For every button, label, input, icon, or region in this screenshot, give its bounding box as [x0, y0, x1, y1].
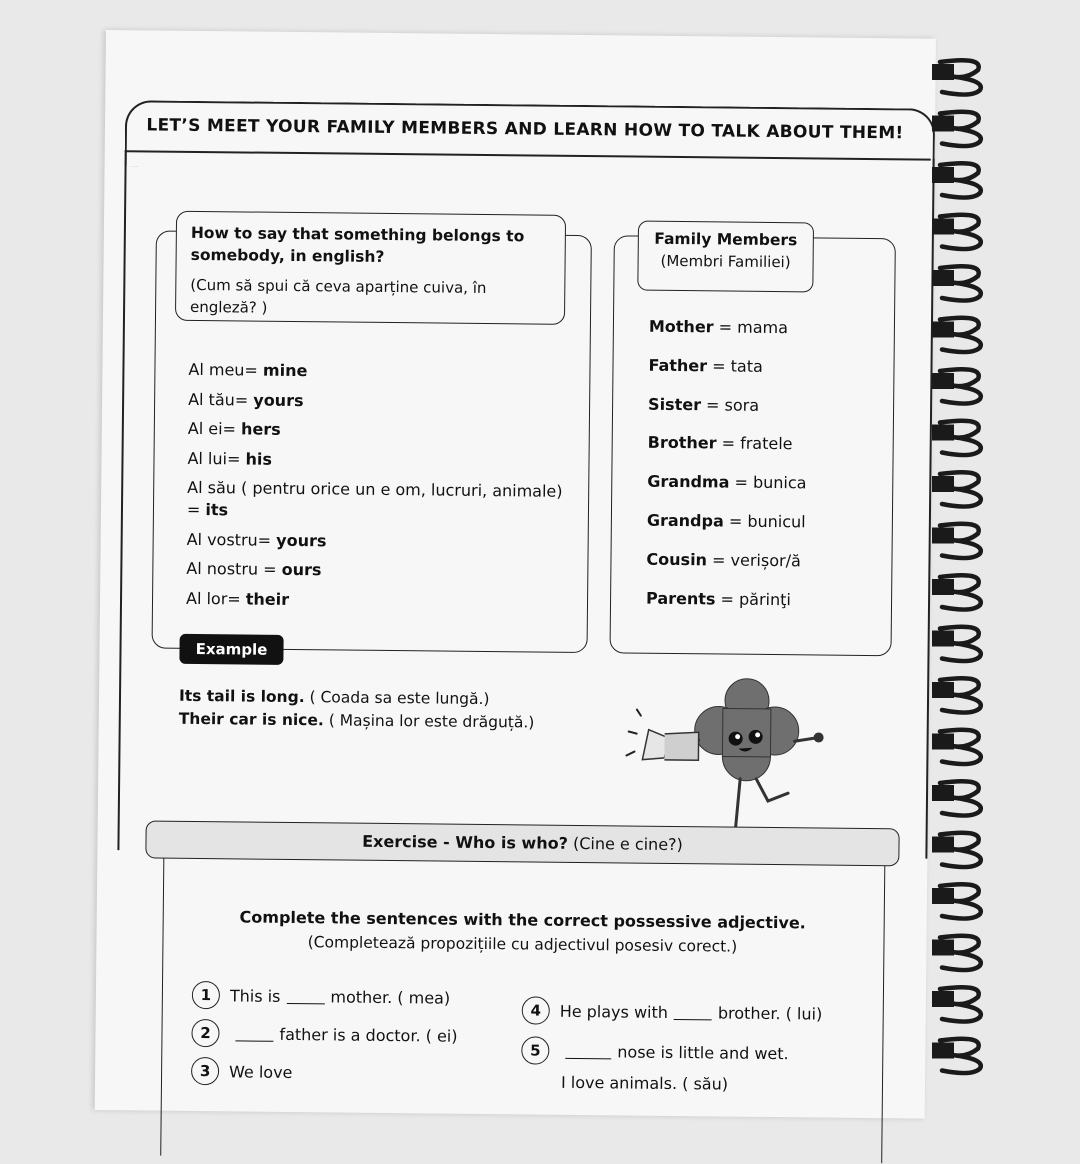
exercise-question — [191, 1019, 457, 1050]
family-title: Family Members — [654, 229, 798, 250]
exercise-title-ro: (Cine e cine?) — [567, 833, 683, 855]
item-en: Father — [648, 355, 708, 376]
list-item — [647, 471, 877, 495]
spiral-coil — [932, 60, 981, 94]
item-ro: = verișor/ă — [706, 550, 801, 571]
question-after: brother. ( lui) — [717, 1002, 823, 1024]
spiral-coil — [932, 884, 981, 918]
list-item — [648, 393, 878, 417]
spiral-coil — [932, 421, 981, 455]
item-ro: Al meu= — [188, 359, 264, 380]
question-after: mother. ( mea) — [330, 986, 451, 1008]
list-item — [646, 587, 876, 611]
item-ro: = tata — [706, 356, 763, 376]
list-item — [186, 558, 566, 584]
item-ro: Al ei= — [187, 418, 242, 439]
item-en: his — [245, 448, 273, 469]
spiral-coil — [932, 112, 981, 146]
example-ro: ( Mașina lor este drăguță.) — [323, 711, 535, 732]
question-before: He plays with — [559, 1001, 669, 1022]
item-ro: = părinţi — [715, 588, 792, 609]
list-item — [188, 359, 568, 385]
exercise-question — [192, 981, 451, 1012]
question-before: We love — [229, 1061, 293, 1082]
spiral-coil — [932, 575, 981, 609]
spiral-coil — [932, 318, 981, 352]
item-en: hers — [240, 419, 281, 439]
example-en: Its tail is long. — [178, 686, 305, 707]
exercise-question — [521, 1036, 789, 1067]
item-en: ours — [281, 559, 322, 580]
instruction-ro: (Completează propozițiile cu adjectivul posesiv corect.) — [307, 933, 738, 956]
spiral-coil — [932, 266, 981, 300]
workbook-page — [95, 30, 936, 1119]
item-en: Mother — [648, 316, 714, 337]
spiral-coil — [932, 781, 981, 815]
spiral-coil — [932, 163, 981, 197]
exercise-question — [522, 996, 823, 1027]
item-en: its — [205, 500, 229, 520]
possessive-translation: (Cum să spui că ceva aparține cuiva, în engleză? ) — [190, 275, 487, 317]
question-number: 3 — [191, 1057, 219, 1085]
question-before: I love animals. ( său) — [560, 1072, 729, 1094]
spiral-coil — [932, 833, 981, 867]
item-en: mine — [262, 360, 308, 381]
item-en: Cousin — [646, 549, 708, 570]
item-ro: = bunicul — [723, 511, 806, 532]
list-item — [186, 587, 566, 613]
answer-blank[interactable] — [286, 988, 324, 1003]
example-sentences — [179, 685, 535, 735]
item-ro: = sora — [700, 394, 760, 415]
question-after: nose is little and wet. — [617, 1041, 789, 1063]
spiral-coil — [932, 936, 981, 970]
item-ro: Al său ( pentru orice un e om, lucruri, animale) = — [186, 477, 563, 520]
item-en: yours — [276, 530, 327, 550]
list-item — [187, 447, 567, 473]
question-number: 2 — [191, 1019, 219, 1047]
exercise-title: Exercise - Who is who? — [362, 831, 569, 853]
exercise-question — [191, 1057, 293, 1086]
spiral-coil — [932, 472, 981, 506]
answer-blank[interactable] — [565, 1043, 611, 1058]
example-line — [179, 708, 535, 735]
exercise-question-continuation — [561, 1073, 728, 1094]
list-item — [648, 432, 878, 456]
item-ro: Al tău= — [188, 389, 254, 410]
family-subtitle: (Membri Familiei) — [660, 251, 791, 272]
item-en: Parents — [645, 588, 716, 608]
item-ro: = mama — [713, 317, 789, 338]
question-after: father is a doctor. ( ei) — [279, 1024, 458, 1046]
spiral-coil — [932, 627, 981, 661]
exercise-title-bar — [145, 820, 899, 866]
list-item — [647, 510, 877, 534]
list-item — [648, 354, 878, 378]
spiral-coil — [932, 678, 981, 712]
megaphone-mascot-illustration — [618, 667, 840, 839]
item-ro: Al lui= — [187, 448, 246, 468]
question-before: This is — [229, 985, 281, 1006]
item-en: Grandma — [647, 471, 730, 492]
item-en: Brother — [647, 433, 717, 453]
answer-blank[interactable] — [235, 1026, 273, 1041]
spiral-coil — [932, 369, 981, 403]
item-en: yours — [253, 390, 304, 410]
question-number: 4 — [522, 996, 550, 1024]
list-item — [646, 548, 876, 572]
question-number: 5 — [521, 1036, 549, 1064]
spiral-coil — [932, 730, 981, 764]
list-item — [187, 477, 567, 525]
list-item — [188, 388, 568, 414]
spiral-binding — [926, 50, 1006, 1080]
item-en: Grandpa — [646, 510, 724, 531]
answer-blank[interactable] — [674, 1005, 712, 1020]
example-label: Example — [179, 634, 283, 665]
instruction-en: Complete the sentences with the correct possessive adjective. — [239, 907, 806, 933]
spiral-coil — [932, 524, 981, 558]
exercise-instructions — [162, 905, 882, 961]
example-en: Their car is nice. — [178, 709, 324, 730]
item-ro: = fratele — [716, 433, 793, 454]
possessive-list — [186, 359, 569, 621]
item-en: their — [245, 588, 290, 609]
possessive-question: How to say that something belongs to somebody, in english? — [190, 223, 525, 266]
spiral-coil — [932, 987, 981, 1021]
list-item — [187, 528, 567, 554]
item-ro: Al vostru= — [186, 529, 277, 550]
question-number: 1 — [192, 981, 220, 1009]
family-list — [646, 316, 879, 629]
list-item — [188, 418, 568, 444]
item-en: Sister — [648, 394, 702, 414]
spiral-coil — [932, 1039, 981, 1073]
item-ro: Al nostru = — [186, 558, 282, 579]
item-ro: Al lor= — [185, 588, 246, 608]
possessive-question-tab — [175, 211, 566, 325]
page-title: LET’S MEET YOUR FAMILY MEMBERS AND LEARN HOW TO TALK ABOUT THEM! — [146, 115, 904, 144]
example-ro: ( Coada sa este lungă.) — [304, 688, 490, 709]
item-ro: = bunica — [729, 472, 807, 493]
spiral-coil — [932, 215, 981, 249]
family-title-tab — [637, 221, 814, 293]
list-item — [649, 316, 879, 340]
